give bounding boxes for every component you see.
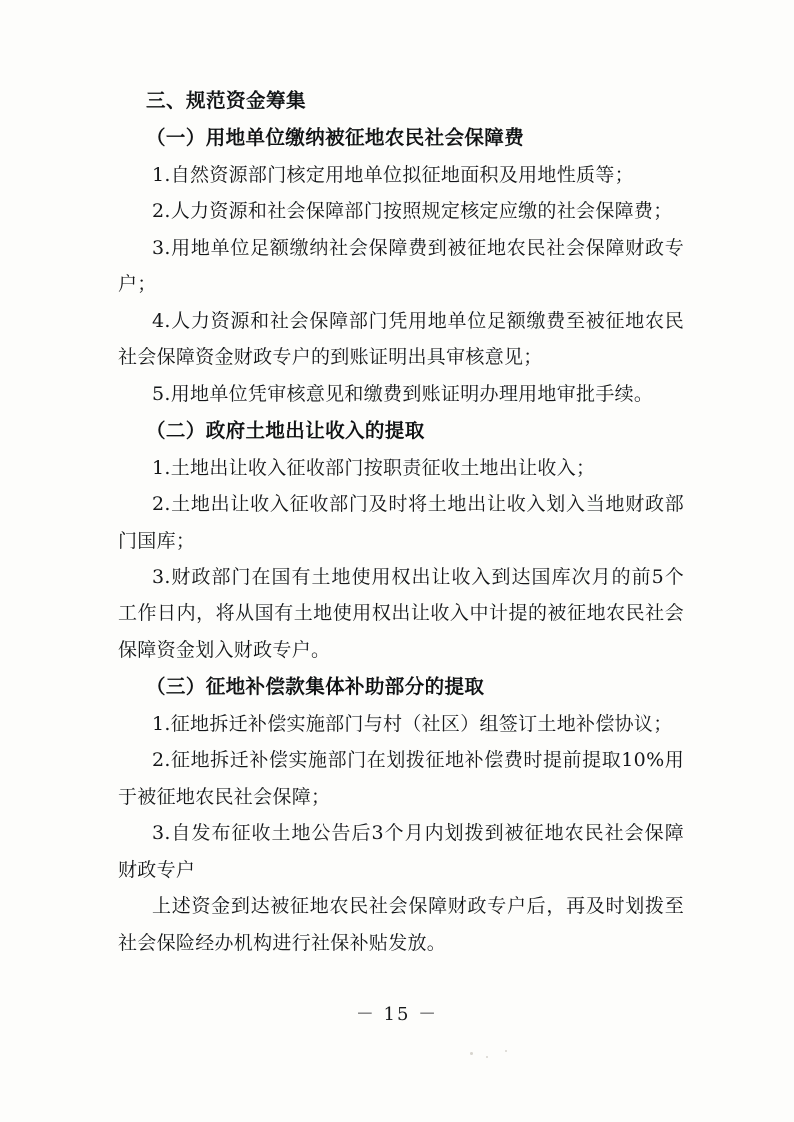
paragraph-1-2: 2.人力资源和社会保障部门按照规定核定应缴的社会保障费； <box>152 200 673 223</box>
paragraph-3-2: 2.征地拆迁补偿实施部门在划拨征地补偿费时提前提取10%用于被征地农民社会保障； <box>118 749 684 808</box>
paragraph-1-5: 5.用地单位凭审核意见和缴费到账证明办理用地审批手续。 <box>152 382 654 405</box>
document-body <box>118 82 684 961</box>
paragraph-2-1: 1.土地出让收入征收部门按职责征收土地出让收入； <box>152 456 596 479</box>
subsection-heading-1: （一）用地单位缴纳被征地农民社会保障费 <box>146 126 525 150</box>
paragraph-1-4: 4.人力资源和社会保障部门凭用地单位足额缴费至被征地农民社会保障资金财政专户的到账证明出具审核意见； <box>118 309 684 369</box>
paragraph-2-2: 2.土地出让收入征收部门及时将土地出让收入划入当地财政部门国库； <box>118 493 684 552</box>
paragraph-3-4: 上述资金到达被征地农民社会保障财政专户后，再及时划拨至社会保险经办机构进行社保补贴发放。 <box>118 895 684 954</box>
subsection-heading-3: （三）征地补偿款集体补助部分的提取 <box>146 675 485 699</box>
paragraph-2-3: 3.财政部门在国有土地使用权出让收入到达国库次月的前5个工作日内，将从国有土地使用权出让收入中计提的被征地农民社会保障资金划入财政专户。 <box>118 566 684 661</box>
page-number: － 15 － <box>355 1004 439 1025</box>
paragraph-3-1: 1.征地拆迁补偿实施部门与村（社区）组签订土地补偿协议； <box>152 712 673 735</box>
paragraph-1-3: 3.用地单位足额缴纳社会保障费到被征地农民社会保障财政专户； <box>118 236 684 296</box>
paper-speck <box>486 1056 488 1058</box>
paper-speck <box>505 1050 507 1052</box>
paragraph-3-3: 3.自发布征收土地公告后3个月内划拨到被征地农民社会保障财政专户 <box>118 822 684 881</box>
subsection-heading-2: （二）政府土地出让收入的提取 <box>146 419 425 443</box>
paragraph-1-1: 1.自然资源部门核定用地单位拟征地面积及用地性质等； <box>152 163 634 186</box>
section-heading-3: 三、规范资金筹集 <box>146 89 307 112</box>
paper-speck <box>470 1052 473 1055</box>
